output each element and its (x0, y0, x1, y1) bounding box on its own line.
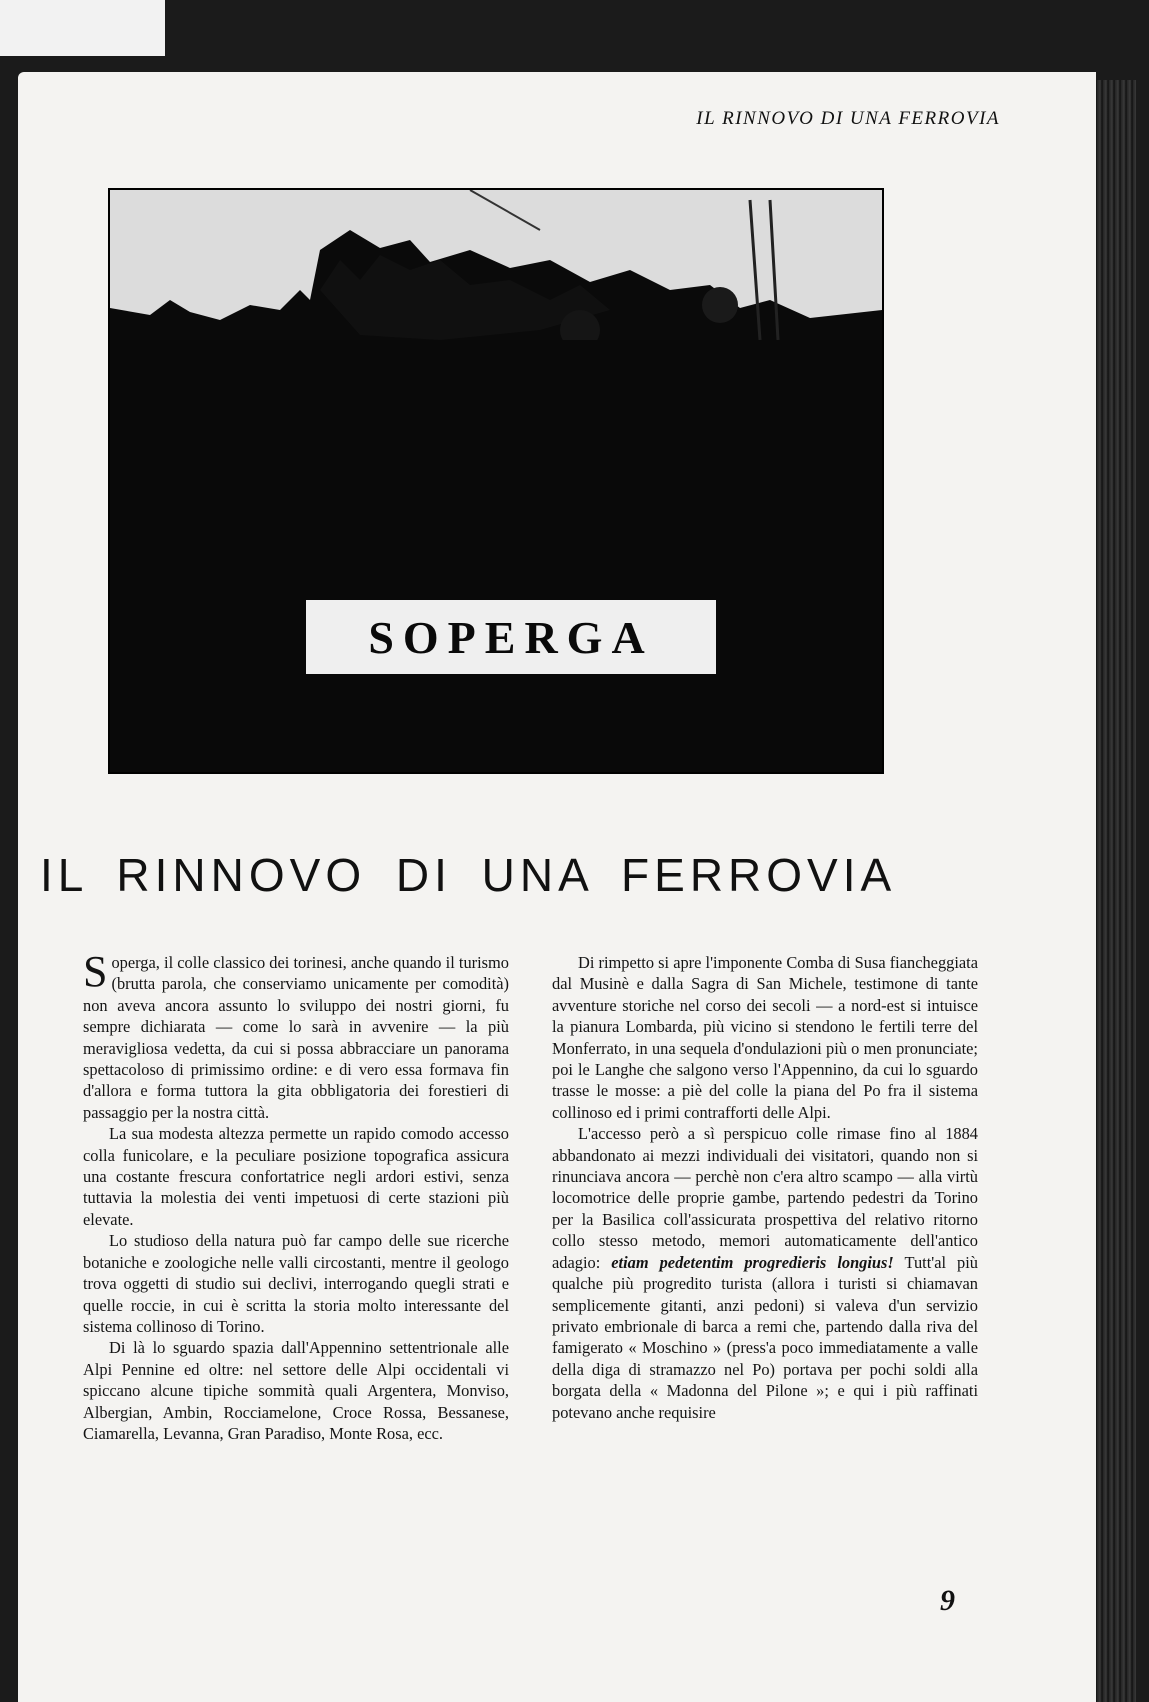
paragraph (552, 1123, 978, 1423)
photo-caption: SOPERGA (368, 611, 654, 663)
article-column-right (552, 952, 978, 1423)
paragraph: Lo studioso della natura può far campo delle sue ricerche botaniche e zoologiche nelle valli circostanti, mentre il geologo trova oggetti di studio sui declivi, interrogando quegli strati e quelle roccie, in cui è scritta la storia molto interessante del sistema collinoso di Torino. (83, 1231, 509, 1336)
photo-caption-box (306, 600, 716, 674)
paragraph-text: L'accesso però a sì perspicuo colle rimase fino al 1884 abbandonato ai mezzi individuali dei visitatori, quando non si rinunciava ancora — perchè non c'era altro scampo — alla virtù locomotrice delle proprie gambe, partendo pedestri da Torino per la Basilica coll'assicurata prospettiva del relativo ritorno collo stesso metodo, memori automaticamente dell'antico adagio: (552, 1124, 978, 1272)
paragraph-text: operga, il colle classico dei torinesi, anche quando il turismo (brutta parola, che conserviamo unicamente per comodità) non aveva ancora assunto lo sviluppo dei nostri giorni, fu sempre dichiarata — come lo sarà in avvenire — la più meravigliosa vedetta, da cui si possa abbracciare un panorama spettacoloso di primissimo ordine: e di vero essa formava fin d'allora e forma tuttora la gita obbligatoria dei forestieri di passaggio per la nostra città. (83, 953, 509, 1122)
latin-quote: etiam pedetentim progredieris longius! (611, 1252, 894, 1272)
paragraph: La sua modesta altezza permette un rapido comodo accesso colla funicolare, e la peculiare posizione topografica assicura una costante frescura confortatrice negli ardori estivi, senza tuttavia la molestia dei venti impetuosi di certe stazioni più elevate. (83, 1124, 509, 1229)
photo-landscape (110, 190, 882, 772)
paragraph: Di là lo sguardo spazia dall'Appennino settentrionale alle Alpi Pennine ed oltre: nel settore delle Alpi occidentali vi spiccano alcune tipiche sommità quali Argentera, Monviso, Albergian, Ambin, Rocciamelone, Croce Rossa, Bessanese, Ciamarella, Levanna, Gran Paradiso, Monte Rosa, ecc. (83, 1338, 509, 1443)
paragraph (83, 947, 509, 1123)
article-headline: IL RINNOVO DI UNA FERROVIA (40, 849, 897, 901)
soperga-photo (108, 188, 884, 774)
scan-border (0, 0, 165, 56)
paragraph: Di rimpetto si apre l'imponente Comba di Susa fiancheggiata dal Musinè e dalla Sagra di San Michele, testimone di tante avventure storiche nel corso dei secoli — a nord-est si intuisce la pianura Lombarda, più vicino si stendono le fertili terre del Monferrato, in una sequela d'ondulazioni più o men pronunciate; poi le Langhe che salgono verso l'Appennino, da cui lo sguardo trasse le mosse: a piè del colle la piana del Po fra il sistema collinoso ed i primi contrafforti delle Alpi. (552, 953, 978, 1122)
article-column-left (83, 947, 509, 1444)
drop-cap: S (83, 947, 108, 996)
page-number: 9 (940, 1584, 955, 1617)
paragraph-text: Tutt'al più qualche più progredito turista (allora i turisti si chiamavan semplicemente gitanti, anzi pedoni) si valeva d'un servizio privato embrionale di barca a remi che, partendo dalla riva del famigerato « Moschino » (press'a poco immediatamente a valle della diga di stramazzo nel Po) portava per pochi soldi alla borgata della « Madonna del Pilone »; e qui i più raffinati potevano anche requisire (552, 1252, 978, 1422)
running-head: IL RINNOVO DI UNA FERROVIA (696, 108, 1000, 129)
